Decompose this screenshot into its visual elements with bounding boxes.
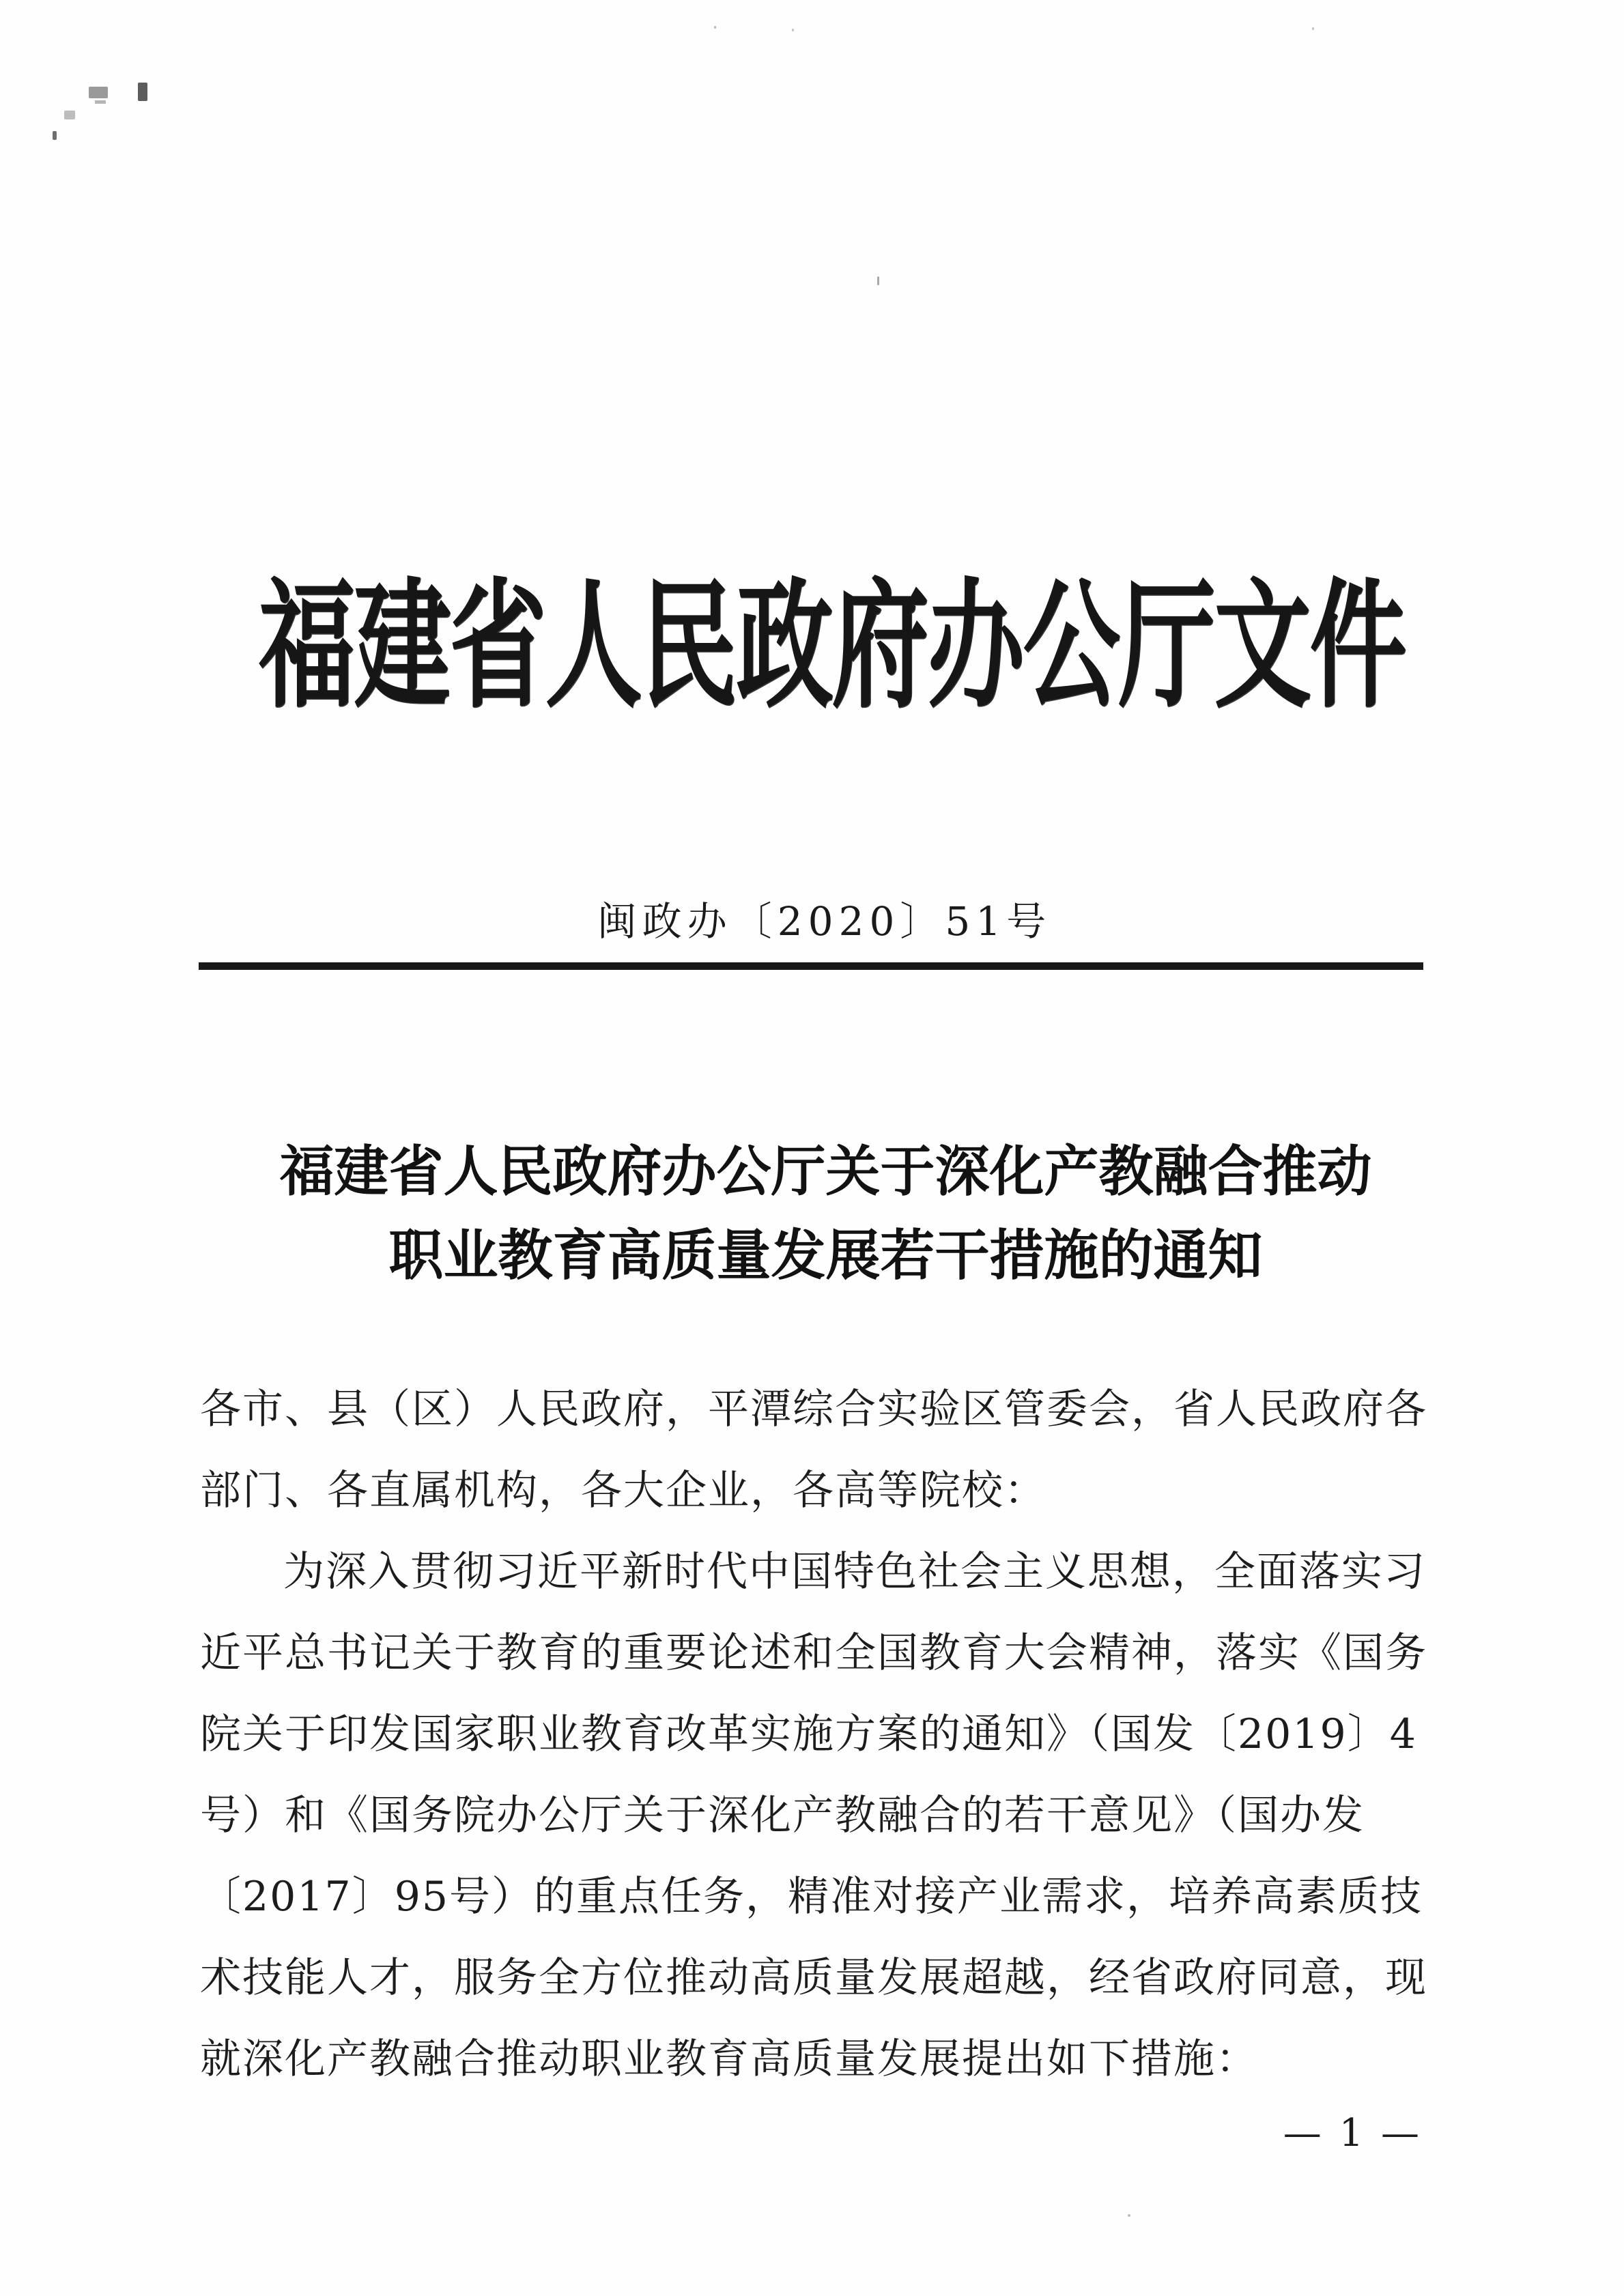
body-line: 术技能人才，服务全方位推动高质量发展超越，经省政府同意，现 — [200, 1954, 1427, 2002]
agency-masthead — [0, 564, 1624, 728]
scan-noise-speck — [1312, 27, 1314, 30]
scan-noise-speck — [89, 87, 108, 98]
body-line: 为深入贯彻习近平新时代中国特色社会主义思想，全面落实习 — [283, 1548, 1426, 1596]
body-line: 近平总书记关于教育的重要论述和全国教育大会精神，落实《国务 — [200, 1629, 1427, 1677]
body-line: 就深化产教融合推动职业教育高质量发展提出如下措施： — [200, 2035, 1258, 2083]
body-line: 各市、县（区）人民政府，平潭综合实验区管委会，省人民政府各 — [200, 1386, 1427, 1433]
scan-noise-speck — [1128, 2214, 1130, 2217]
scan-noise-speck — [877, 276, 879, 285]
scan-noise-speck — [714, 26, 716, 29]
scan-noise-speck — [792, 29, 794, 31]
scan-noise-speck — [53, 131, 57, 140]
agency-masthead-text: 福建省人民政府办公厅文件 — [258, 564, 1406, 728]
document-title-line-2: 职业教育高质量发展若干措施的通知 — [388, 1224, 1263, 1287]
document-title-line-1: 福建省人民政府办公厅关于深化产教融合推动 — [279, 1140, 1372, 1203]
document-body — [200, 1369, 1429, 2100]
body-line: 院关于印发国家职业教育改革实施方案的通知》（国发〔2019〕4 — [200, 1710, 1417, 1758]
page-number: — 1 — — [1283, 2111, 1422, 2155]
scan-noise-speck — [64, 111, 75, 119]
body-line: 部门、各直属机构，各大企业，各高等院校： — [200, 1467, 1046, 1515]
document-title — [0, 1130, 1624, 1297]
scan-noise-speck — [138, 83, 147, 101]
body-line: 〔2017〕95号）的重点任务，精准对接产业需求，培养高素质技 — [200, 1873, 1423, 1921]
document-number: 闽政办〔2020〕51号 — [597, 898, 1052, 945]
body-line: 号）和《国务院办公厅关于深化产教融合的若干意见》（国办发 — [200, 1792, 1365, 1839]
separator-rule — [199, 962, 1423, 970]
